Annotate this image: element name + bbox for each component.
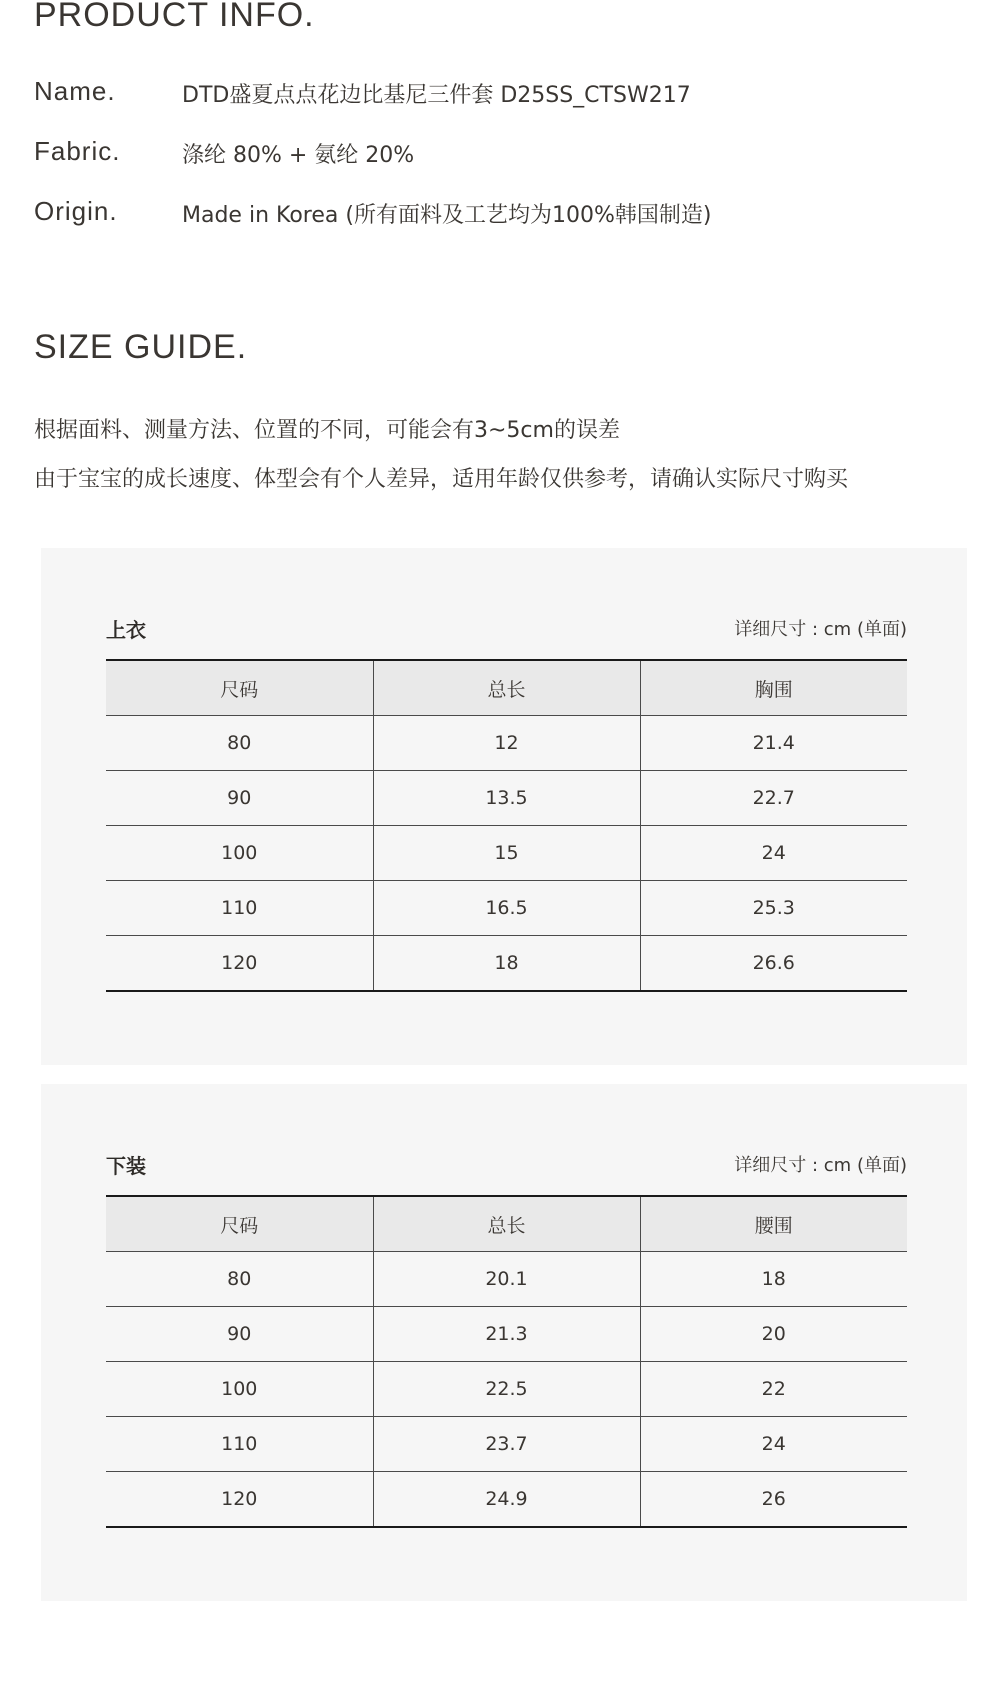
table-unit: 详细尺寸 : cm (单面) <box>734 619 907 640</box>
table-row <box>106 771 907 826</box>
table-cell: 110 <box>106 881 373 936</box>
origin-label: Origin. <box>34 196 118 226</box>
table-cell: 90 <box>106 771 373 826</box>
table-cell: 24 <box>640 826 907 881</box>
size-guide-heading: SIZE GUIDE. <box>34 328 248 366</box>
origin-value: Made in Korea (所有面料及工艺均为100%韩国制造) <box>182 203 712 228</box>
table-cell: 26 <box>640 1472 907 1528</box>
size-panel-top <box>41 548 967 1065</box>
table-cell: 100 <box>106 1362 373 1417</box>
table-cell: 26.6 <box>640 936 907 992</box>
table-cell: 13.5 <box>373 771 640 826</box>
name-label: Name. <box>34 76 116 106</box>
table-cell: 23.7 <box>373 1417 640 1472</box>
table-cell: 25.3 <box>640 881 907 936</box>
table-row <box>106 716 907 771</box>
column-header: 腰围 <box>640 1196 907 1252</box>
table-cell: 120 <box>221 1488 258 1510</box>
column-header: 胸围 <box>640 660 907 716</box>
size-note-age: 由于宝宝的成长速度、体型会有个人差异，适用年龄仅供参考，请确认实际尺寸购买 <box>34 467 849 492</box>
column-header: 尺码 <box>106 660 373 716</box>
table-cell: 22.7 <box>640 771 907 826</box>
table-header-row <box>106 660 907 716</box>
table-cell: 100 <box>106 826 373 881</box>
table-row <box>106 1307 907 1362</box>
table-cell: 20.1 <box>373 1252 640 1307</box>
table-cell: 22 <box>640 1362 907 1417</box>
fabric-value: 涤纶 80% + 氨纶 20% <box>182 143 415 168</box>
table-cell: 80 <box>106 716 373 771</box>
table-row <box>106 1472 907 1528</box>
fabric-label: Fabric. <box>34 136 121 166</box>
column-header: 总长 <box>373 660 640 716</box>
table-cell: 110 <box>106 1417 373 1472</box>
table-cell: 16.5 <box>373 881 640 936</box>
column-header: 总长 <box>373 1196 640 1252</box>
table-row <box>106 1362 907 1417</box>
table-title: 上衣 <box>106 618 146 642</box>
table-cell: 22.5 <box>373 1362 640 1417</box>
table-cell: 120 <box>221 952 258 974</box>
table-title: 下装 <box>106 1154 146 1178</box>
table-header-row <box>106 1196 907 1252</box>
size-table-bottom <box>106 1195 907 1528</box>
table-cell: 15 <box>373 826 640 881</box>
column-header: 尺码 <box>106 1196 373 1252</box>
table-cell: 80 <box>106 1252 373 1307</box>
table-row <box>106 1417 907 1472</box>
table-cell: 18 <box>640 1252 907 1307</box>
table-row <box>106 1252 907 1307</box>
table-cell: 12 <box>373 716 640 771</box>
size-note-measurement: 根据面料、测量方法、位置的不同，可能会有3~5cm的误差 <box>34 418 620 443</box>
table-cell: 21.4 <box>640 716 907 771</box>
product-info-heading: PRODUCT INFO. <box>34 0 315 34</box>
table-row <box>106 936 907 992</box>
size-table-top <box>106 659 907 992</box>
table-cell: 18 <box>373 936 640 992</box>
table-cell: 24.9 <box>373 1472 640 1528</box>
table-unit: 详细尺寸 : cm (单面) <box>734 1155 907 1176</box>
name-value: DTD盛夏点点花边比基尼三件套 D25SS_CTSW217 <box>182 83 691 108</box>
table-row <box>106 881 907 936</box>
table-cell: 90 <box>106 1307 373 1362</box>
table-cell: 24 <box>640 1417 907 1472</box>
size-panel-bottom <box>41 1084 967 1601</box>
table-cell: 20 <box>640 1307 907 1362</box>
table-row <box>106 826 907 881</box>
table-cell: 21.3 <box>373 1307 640 1362</box>
